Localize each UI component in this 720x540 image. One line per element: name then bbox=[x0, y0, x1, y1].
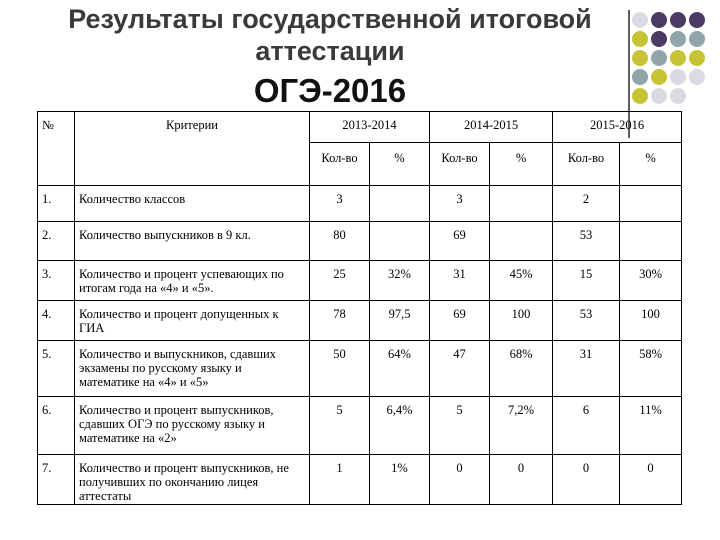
cell-percent bbox=[370, 186, 430, 222]
cell-count: 50 bbox=[310, 341, 370, 397]
cell-percent bbox=[490, 222, 553, 261]
table-row bbox=[38, 186, 682, 222]
cell-count: 0 bbox=[430, 455, 490, 505]
cell-count: 5 bbox=[310, 397, 370, 455]
cell-count: 47 bbox=[430, 341, 490, 397]
cell-count: 25 bbox=[310, 261, 370, 301]
cell-count: 80 bbox=[310, 222, 370, 261]
row-number: 6. bbox=[38, 397, 75, 455]
cell-percent bbox=[620, 222, 682, 261]
subheader-percent: % bbox=[490, 143, 553, 186]
decorative-dot bbox=[651, 50, 667, 66]
cell-count: 69 bbox=[430, 222, 490, 261]
header-year-2: 2014-2015 bbox=[430, 112, 553, 143]
decorative-dot bbox=[651, 88, 667, 104]
decorative-dot bbox=[651, 31, 667, 47]
cell-count: 31 bbox=[430, 261, 490, 301]
cell-count: 31 bbox=[553, 341, 620, 397]
title-exam-name: ОГЭ-2016 bbox=[253, 72, 407, 109]
cell-count: 53 bbox=[553, 301, 620, 341]
cell-percent: 64% bbox=[370, 341, 430, 397]
decorative-dot bbox=[632, 88, 648, 104]
cell-percent bbox=[490, 186, 553, 222]
row-number: 5. bbox=[38, 341, 75, 397]
cell-count: 3 bbox=[310, 186, 370, 222]
row-criteria: Количество и процент выпускников, сдавших ОГЭ по русскому языку и математике на «2» bbox=[75, 397, 310, 455]
cell-count: 6 bbox=[553, 397, 620, 455]
row-number: 7. bbox=[38, 455, 75, 505]
row-number: 4. bbox=[38, 301, 75, 341]
row-criteria: Количество и процент успевающих по итогам года на «4» и «5». bbox=[75, 261, 310, 301]
header-year-1: 2013-2014 bbox=[310, 112, 430, 143]
decorative-dot bbox=[632, 50, 648, 66]
decorative-dot bbox=[689, 69, 705, 85]
decorative-dot bbox=[689, 50, 705, 66]
cell-count: 0 bbox=[553, 455, 620, 505]
decorative-dot bbox=[632, 69, 648, 85]
table-row bbox=[38, 301, 682, 341]
header-year-3: 2015-2016 bbox=[553, 112, 682, 143]
row-criteria: Количество выпускников в 9 кл. bbox=[75, 222, 310, 261]
cell-percent bbox=[370, 222, 430, 261]
cell-percent: 100 bbox=[490, 301, 553, 341]
title-line-2: аттестации bbox=[255, 36, 405, 66]
header-number: № bbox=[38, 112, 75, 186]
cell-count: 78 bbox=[310, 301, 370, 341]
cell-percent: 30% bbox=[620, 261, 682, 301]
cell-percent bbox=[620, 186, 682, 222]
cell-count: 5 bbox=[430, 397, 490, 455]
cell-percent: 58% bbox=[620, 341, 682, 397]
table-row bbox=[38, 261, 682, 301]
cell-percent: 11% bbox=[620, 397, 682, 455]
row-number: 3. bbox=[38, 261, 75, 301]
cell-percent: 6,4% bbox=[370, 397, 430, 455]
decorative-dot bbox=[651, 69, 667, 85]
cell-percent: 0 bbox=[620, 455, 682, 505]
cell-count: 3 bbox=[430, 186, 490, 222]
decorative-dot bbox=[632, 31, 648, 47]
slide-title bbox=[30, 0, 630, 111]
decorative-dot bbox=[670, 31, 686, 47]
table-row bbox=[38, 397, 682, 455]
decorative-dot bbox=[670, 69, 686, 85]
title-line-1: Результаты государственной итоговой bbox=[68, 4, 592, 34]
header-criteria: Критерии bbox=[75, 112, 310, 186]
subheader-count: Кол-во bbox=[430, 143, 490, 186]
cell-percent: 0 bbox=[490, 455, 553, 505]
table-header-row bbox=[38, 112, 682, 143]
subheader-percent: % bbox=[370, 143, 430, 186]
subheader-count: Кол-во bbox=[553, 143, 620, 186]
table-row bbox=[38, 341, 682, 397]
cell-count: 1 bbox=[310, 455, 370, 505]
row-number: 2. bbox=[38, 222, 75, 261]
subheader-count: Кол-во bbox=[310, 143, 370, 186]
table-row bbox=[38, 455, 682, 505]
cell-percent: 68% bbox=[490, 341, 553, 397]
row-criteria: Количество и процент допущенных к ГИА bbox=[75, 301, 310, 341]
cell-percent: 7,2% bbox=[490, 397, 553, 455]
decorative-dot bbox=[689, 31, 705, 47]
decorative-dot bbox=[670, 12, 686, 28]
cell-count: 15 bbox=[553, 261, 620, 301]
decorative-dot bbox=[670, 50, 686, 66]
table-row bbox=[38, 222, 682, 261]
cell-percent: 45% bbox=[490, 261, 553, 301]
cell-count: 2 bbox=[553, 186, 620, 222]
cell-percent: 1% bbox=[370, 455, 430, 505]
decorative-dot bbox=[651, 12, 667, 28]
row-criteria: Количество классов bbox=[75, 186, 310, 222]
cell-count: 53 bbox=[553, 222, 620, 261]
subheader-percent: % bbox=[620, 143, 682, 186]
row-criteria: Количество и выпускников, сдавших экзамены по русскому языку и математике на «4» и «5» bbox=[75, 341, 310, 397]
row-criteria: Количество и процент выпускников, не получивших по окончанию лицея аттестаты bbox=[75, 455, 310, 505]
decorative-dot bbox=[632, 12, 648, 28]
cell-percent: 97,5 bbox=[370, 301, 430, 341]
cell-percent: 32% bbox=[370, 261, 430, 301]
decorative-dot bbox=[670, 88, 686, 104]
cell-count: 69 bbox=[430, 301, 490, 341]
row-number: 1. bbox=[38, 186, 75, 222]
results-table bbox=[37, 111, 682, 505]
decorative-dot bbox=[689, 12, 705, 28]
cell-percent: 100 bbox=[620, 301, 682, 341]
